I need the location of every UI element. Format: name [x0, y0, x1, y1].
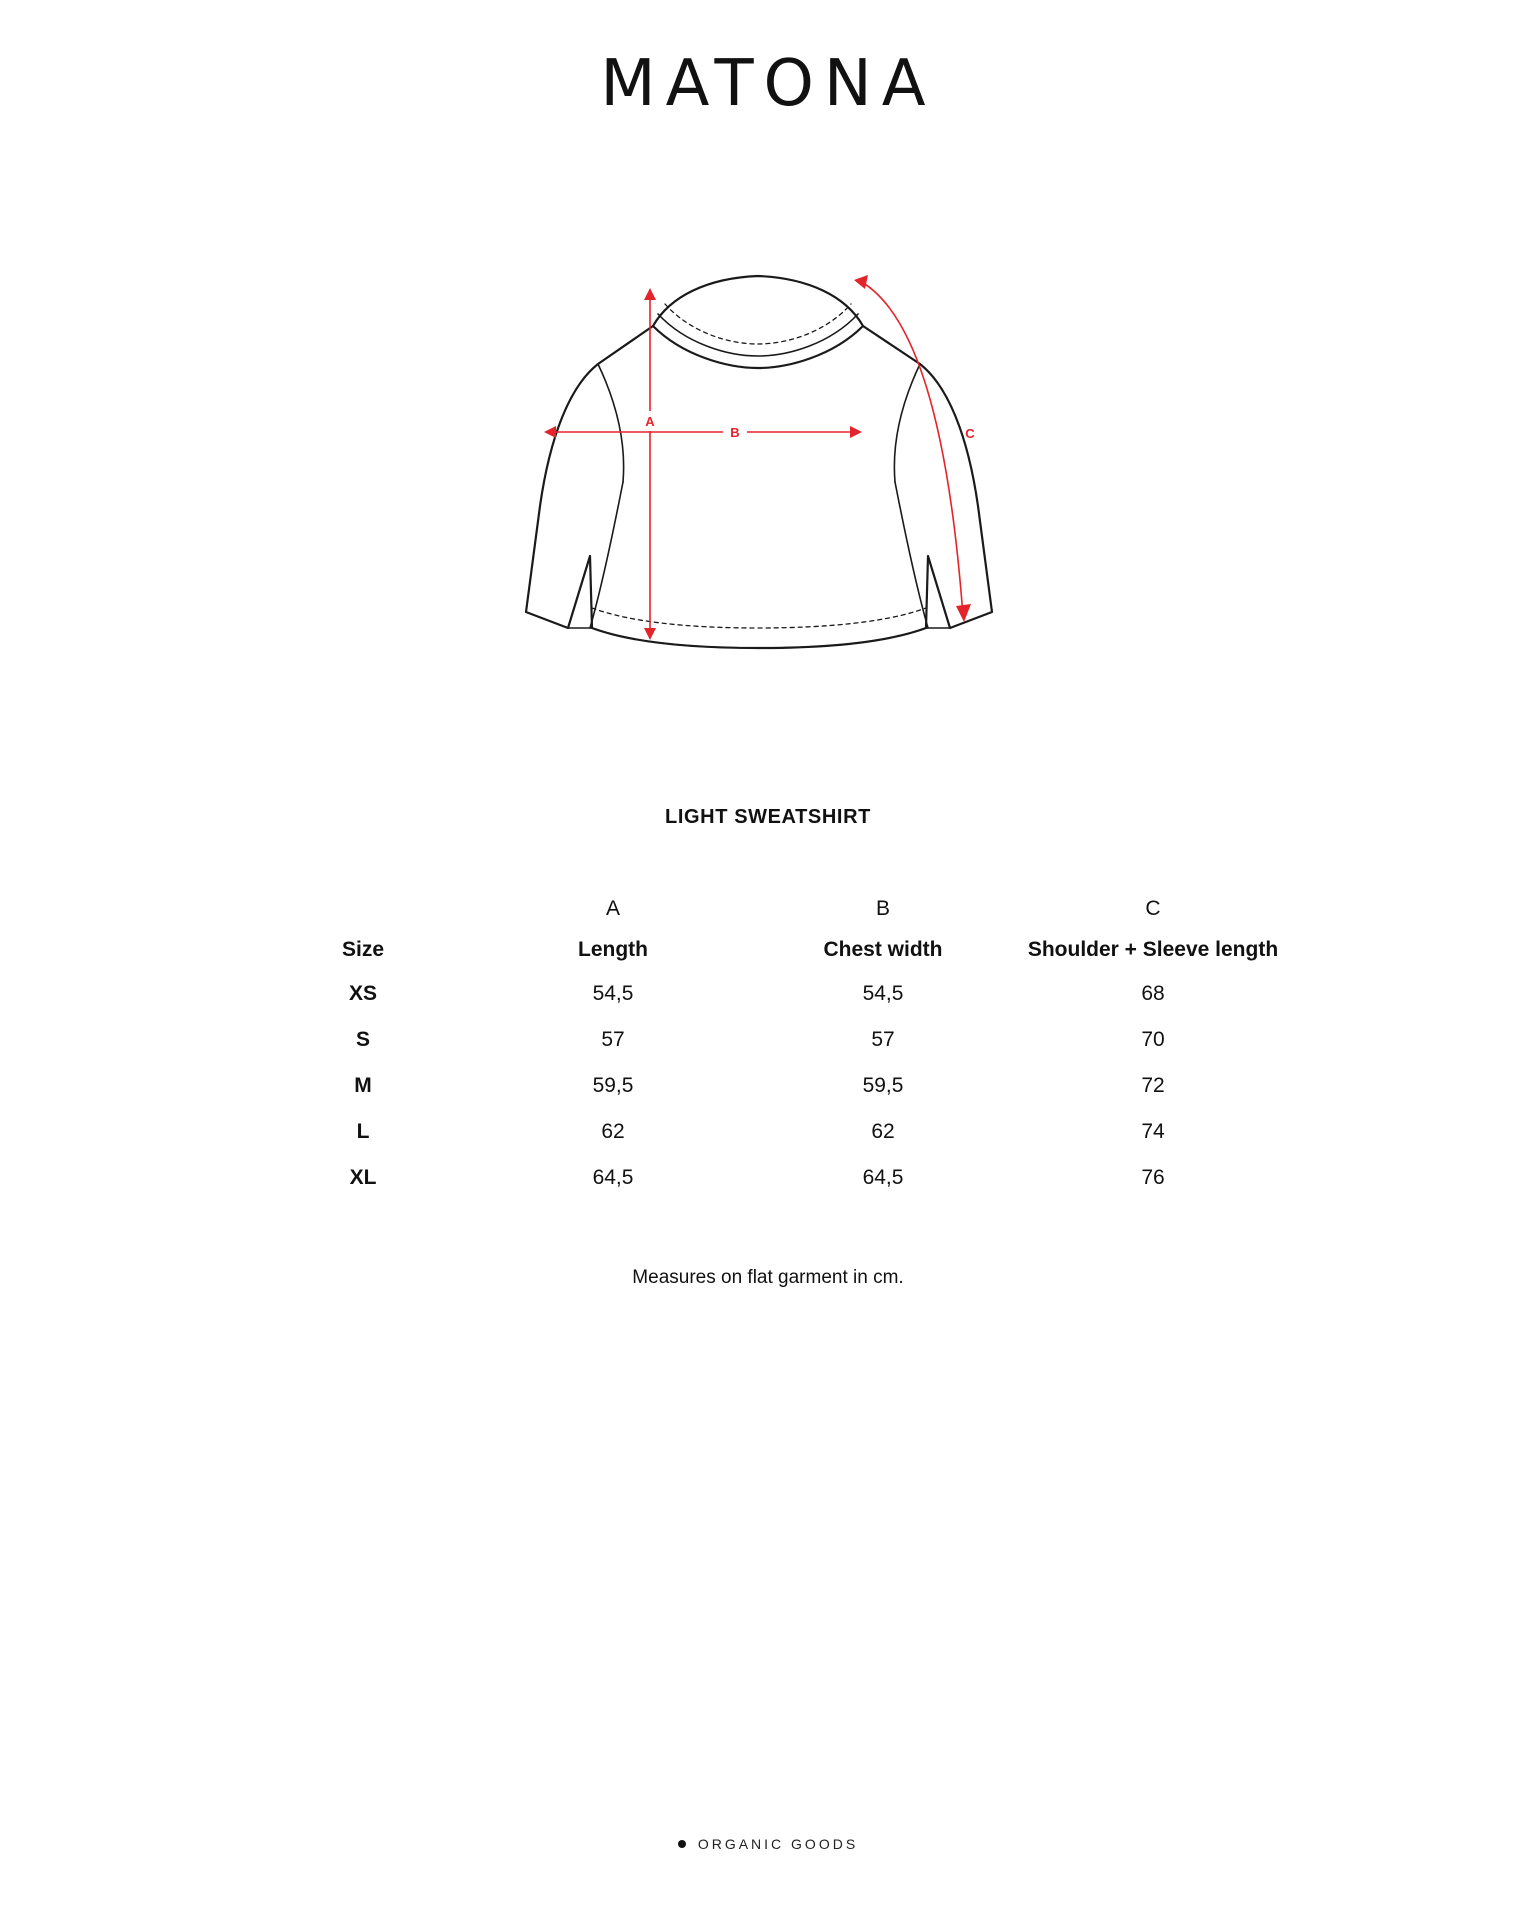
garment-illustration	[0, 256, 1536, 686]
header-length: Length	[578, 938, 648, 961]
cell-length: 57	[601, 1028, 625, 1051]
header-shoulder-sleeve-length: Shoulder + Sleeve length	[1027, 938, 1279, 961]
footer-tagline: ORGANIC GOODS	[697, 1836, 859, 1852]
cell-size: M	[354, 1074, 372, 1097]
cell-size: S	[355, 1028, 370, 1051]
cell-length: 64,5	[592, 1166, 634, 1189]
table-row	[248, 1109, 1288, 1155]
cell-sleeve: 72	[1141, 1074, 1165, 1097]
header-size: Size	[341, 938, 385, 961]
header-chest-width: Chest width	[823, 938, 943, 961]
sweatshirt-diagram-svg	[458, 256, 1078, 676]
cell-chest: 57	[871, 1028, 895, 1051]
cell-size: XS	[348, 982, 377, 1005]
cell-chest: 64,5	[862, 1166, 904, 1189]
table-row-letters	[248, 889, 1288, 929]
product-title: LIGHT SWEATSHIRT	[665, 806, 871, 828]
cell-size: L	[356, 1120, 370, 1143]
cell-sleeve: 76	[1141, 1166, 1165, 1189]
cell-chest: 59,5	[862, 1074, 904, 1097]
table-row	[248, 1063, 1288, 1109]
cell-length: 59,5	[592, 1074, 634, 1097]
cell-chest: 62	[871, 1120, 895, 1143]
size-table	[248, 889, 1288, 1201]
cell-sleeve: 74	[1141, 1120, 1165, 1143]
measure-label-c: C	[965, 426, 975, 441]
measure-label-a: A	[645, 414, 655, 429]
letter-c: C	[1145, 897, 1161, 920]
table-row-headers	[248, 929, 1288, 971]
letter-b: B	[875, 897, 890, 920]
cell-chest: 54,5	[862, 982, 904, 1005]
measurement-note: Measures on flat garment in cm.	[632, 1267, 904, 1288]
letter-blank	[248, 889, 478, 929]
brand-title: MATONA	[600, 47, 936, 121]
cell-size: XL	[349, 1166, 377, 1189]
bullet-dot-icon	[678, 1840, 686, 1848]
cell-length: 54,5	[592, 982, 634, 1005]
cell-length: 62	[601, 1120, 625, 1143]
table-row	[248, 971, 1288, 1017]
measure-label-b: B	[730, 425, 740, 440]
footer	[0, 1836, 1536, 1852]
cell-sleeve: 70	[1141, 1028, 1165, 1051]
cell-sleeve: 68	[1141, 982, 1165, 1005]
table-row	[248, 1155, 1288, 1201]
table-row	[248, 1017, 1288, 1063]
letter-a: A	[605, 897, 620, 920]
